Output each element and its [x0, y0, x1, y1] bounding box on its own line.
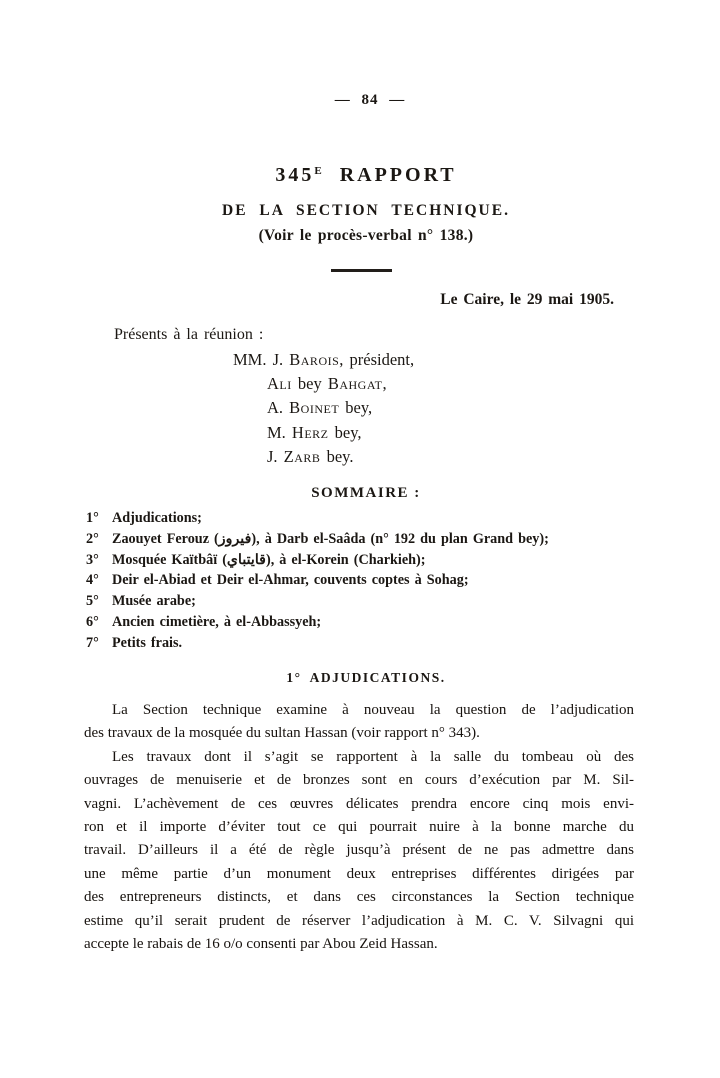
body-text [84, 699, 634, 956]
section-divider [331, 269, 392, 272]
body-line: ouvrages de menuiserie et de bronzes sont en cours d’exécution par M. Sil- [84, 772, 634, 789]
sommaire-item-number: 5° [86, 593, 99, 610]
body-line: La Section technique examine à nouveau la question de l’adjudication [112, 702, 634, 718]
attendee-name: Zarb [283, 446, 321, 466]
sommaire-item [86, 612, 646, 633]
proces-verbal-note: (Voir le procès-verbal n° 138.) [258, 227, 474, 244]
sommaire-item-text: Ancien cimetière, à el-Abbassyeh; [112, 613, 322, 630]
sommaire-item-number: 3° [86, 551, 99, 568]
dateline: Le Caire, le 29 mai 1905. [440, 291, 614, 308]
attendee-name: Herz [291, 422, 329, 442]
attendee-prefix: bey [291, 374, 328, 394]
report-title-number: 345 [275, 164, 315, 186]
attendee-name: Barois [289, 350, 340, 369]
body-line: estime qu’il serait prudent de réserver l’adjudication à M. C. V. Silvagni qui [84, 912, 634, 929]
body-line: des travaux de la mosquée du sultan Hassan (voir rapport n° 343). [84, 725, 480, 742]
report-title-ordinal: E [314, 165, 322, 177]
page-number: — 84 — [334, 92, 406, 108]
attendee-prefix: J. [267, 446, 284, 466]
sommaire-item-number: 4° [86, 572, 99, 589]
sommaire-item-text: Adjudications; [112, 510, 202, 526]
sommaire-list [86, 508, 646, 654]
attendee-prefix: MM. J. [233, 350, 290, 369]
attendee-prefix: A. [267, 398, 290, 418]
sommaire-item [86, 633, 646, 654]
report-title [90, 164, 642, 187]
body-line: Les travaux dont il s’agit se rapportent à la salle du tombeau où des [112, 748, 634, 765]
sommaire-item-text: Zaouyet Ferouz (فيروز), à Darb el-Saâda (n° 192 du plan Grand bey); [112, 530, 549, 547]
sommaire-item-text: Deir el-Abiad et Deir el-Ahmar, couvents coptes à Sohag; [112, 572, 469, 589]
section-heading-adjudications: 1° ADJUDICATIONS. [286, 670, 446, 685]
sommaire-item [86, 508, 646, 529]
sommaire-heading: SOMMAIRE : [311, 485, 421, 501]
attendee-name: Boinet [289, 398, 340, 418]
sommaire-item [86, 529, 646, 550]
sommaire-item-number: 7° [86, 634, 99, 651]
body-line: une même partie d’un monument deux entreprises différentes dirigées par [84, 865, 634, 882]
sommaire-item [86, 550, 646, 571]
attendee-prefix: M. [267, 422, 292, 442]
attendee-line [233, 372, 553, 396]
attendee-name: Bahgat [327, 374, 383, 394]
sommaire-item [86, 570, 646, 591]
attendee-line [233, 421, 553, 445]
attendee-suffix: bey, [328, 422, 362, 442]
body-line: travail. D’ailleurs il a été de règle jusqu’à présent de ne pas admettre dans [84, 842, 634, 859]
attendee-name: Ali [267, 374, 292, 394]
attendee-suffix: bey, [339, 398, 373, 418]
attendee-suffix: , président, [339, 350, 415, 369]
sommaire-item-number: 2° [86, 530, 99, 547]
attendees-list [233, 348, 553, 469]
body-line: des entrepreneurs distincts, et dans ces circonstances la Section technique [84, 889, 634, 906]
sommaire-item-number: 1° [86, 510, 99, 526]
sommaire-item-text: Mosquée Kaïtbâï (قايتباي), à el-Korein (Charkieh); [112, 551, 426, 568]
attendee-line [233, 348, 553, 372]
attendee-suffix: bey. [320, 446, 354, 466]
sommaire-item-text: Petits frais. [112, 634, 183, 651]
sommaire-item-text: Musée arabe; [112, 593, 196, 610]
report-title-text: RAPPORT [321, 164, 457, 186]
body-line: vagni. L’achèvement de ces œuvres délicates prendra encore cinq mois envi- [84, 795, 634, 812]
sommaire-item [86, 591, 646, 612]
body-line: ron et il importe d’éviter tout ce qui pourrait nuire à la bonne marche du [84, 818, 634, 835]
attendee-line [233, 445, 553, 469]
body-line: accepte le rabais de 16 o/o consenti par Abou Zeid Hassan. [84, 935, 438, 952]
attendee-suffix: , [382, 374, 387, 394]
attendees-intro: Présents à la réunion : [114, 326, 264, 343]
report-subtitle: DE LA SECTION TECHNIQUE. [222, 202, 510, 219]
attendee-line [233, 396, 553, 420]
sommaire-item-number: 6° [86, 613, 99, 630]
